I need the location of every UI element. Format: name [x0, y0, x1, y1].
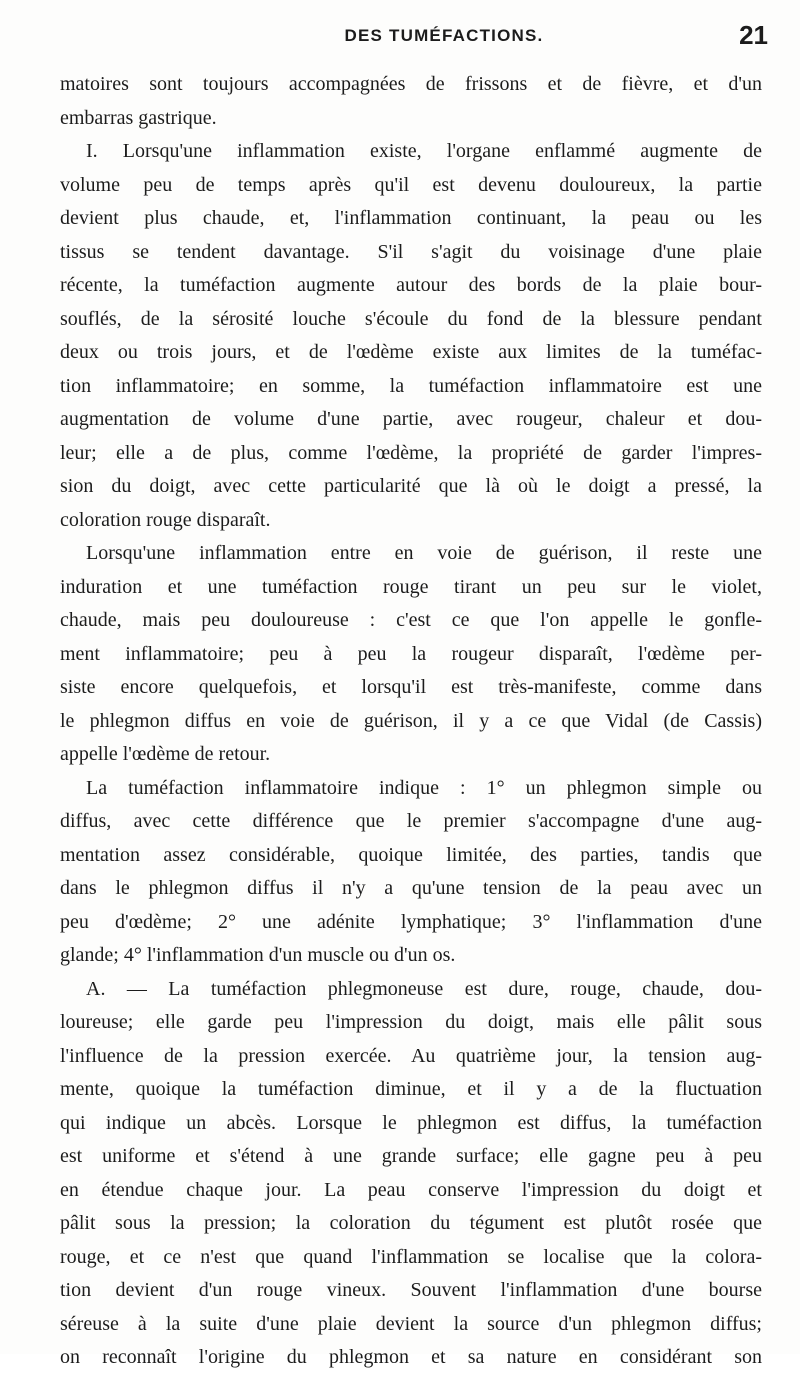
text-line: loureuse; elle garde peu l'impression du doigt, mais elle pâlit sous [60, 1011, 762, 1033]
text-line: mente, quoique la tuméfaction diminue, et il y a de la fluctuation [60, 1078, 762, 1100]
text-line: appelle l'œdème de retour. [60, 743, 271, 765]
text-line: augmentation de volume d'une partie, avec rougeur, chaleur et dou- [60, 408, 762, 430]
text-line: dans le phlegmon diffus il n'y a qu'une tension de la peau avec un [60, 877, 762, 899]
text-line: ment inflammatoire; peu à peu la rougeur disparaît, l'œdème per- [60, 642, 762, 665]
body-text [60, 68, 762, 1375]
text-line: qui indique un abcès. Lorsque le phlegmon est diffus, la tuméfaction [60, 1111, 762, 1134]
text-line: La tuméfaction inflammatoire indique : 1° un phlegmon simple ou [86, 776, 762, 799]
text-line: leur; elle a de plus, comme l'œdème, la propriété de garder l'impres- [60, 441, 762, 464]
text-line: tissus se tendent davantage. S'il s'agit du voisinage d'une plaie [60, 240, 762, 263]
text-line: rouge, et ce n'est que quand l'inflammation se localise que la colora- [60, 1245, 762, 1268]
text-line: séreuse à la suite d'une plaie devient la source d'un phlegmon diffus; [60, 1312, 762, 1335]
text-line: I. Lorsqu'une inflammation existe, l'organe enflammé augmente de [86, 140, 762, 162]
page-number: 21 [739, 20, 768, 50]
running-title: DES TUMÉFACTIONS. [344, 26, 544, 45]
text-line: embarras gastrique. [60, 106, 217, 129]
text-line: chaude, mais peu douloureuse : c'est ce que l'on appelle le gonfle- [60, 609, 762, 631]
text-line: sion du doigt, avec cette particularité que là où le doigt a pressé, la [60, 475, 762, 497]
text-line: est uniforme et s'étend à une grande surface; elle gagne peu à peu [60, 1145, 762, 1167]
text-line: mentation assez considérable, quoique limitée, des parties, tandis que [60, 843, 762, 866]
text-line: coloration rouge disparaît. [60, 508, 271, 531]
text-line: le phlegmon diffus en voie de guérison, il y a ce que Vidal (de Cassis) [60, 709, 762, 732]
running-header [60, 20, 768, 54]
text-line: récente, la tuméfaction augmente autour des bords de la plaie bour- [60, 274, 762, 296]
text-line: glande; 4° l'inflammation d'un muscle ou d'un os. [60, 944, 456, 966]
text-line: l'influence de la pression exercée. Au quatrième jour, la tension aug- [60, 1044, 762, 1067]
text-line: tion devient d'un rouge vineux. Souvent l'inflammation d'une bourse [60, 1279, 762, 1301]
text-line: pâlit sous la pression; la coloration du tégument est plutôt rosée que [60, 1212, 762, 1234]
text-line: volume peu de temps après qu'il est devenu douloureux, la partie [60, 173, 762, 196]
text-line: en étendue chaque jour. La peau conserve l'impression du doigt et [60, 1178, 762, 1201]
text-line: on reconnaît l'origine du phlegmon et sa nature en considérant son [60, 1346, 762, 1368]
text-line: Lorsqu'une inflammation entre en voie de guérison, il reste une [86, 542, 762, 564]
text-line: deux ou trois jours, et de l'œdème existe aux limites de la tuméfac- [60, 341, 762, 363]
text-line: A. — La tuméfaction phlegmoneuse est dure, rouge, chaude, dou- [86, 977, 762, 1000]
text-line: diffus, avec cette différence que le premier s'accompagne d'une aug- [60, 810, 762, 832]
text-line: peu d'œdème; 2° une adénite lymphatique; 3° l'inflammation d'une [60, 910, 762, 933]
text-line: tion inflammatoire; en somme, la tuméfaction inflammatoire est une [60, 374, 762, 397]
text-line: souflés, de la sérosité louche s'écoule du fond de la blessure pendant [60, 307, 762, 330]
text-line: siste encore quelquefois, et lorsqu'il est très-manifeste, comme dans [60, 676, 762, 698]
text-line: matoires sont toujours accompagnées de frissons et de fièvre, et d'un [60, 73, 762, 95]
text-line: induration et une tuméfaction rouge tirant un peu sur le violet, [60, 575, 762, 598]
text-line: devient plus chaude, et, l'inflammation continuant, la peau ou les [60, 207, 762, 229]
